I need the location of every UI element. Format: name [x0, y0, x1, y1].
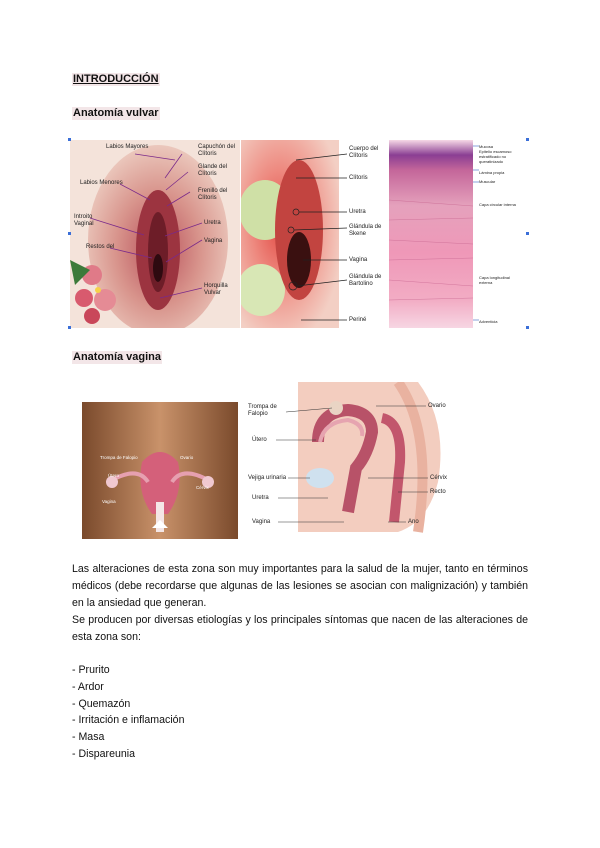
heading-anatomia-vagina: Anatomía vagina — [73, 351, 162, 363]
vulva-glands-image — [241, 140, 388, 328]
list-item: - Quemazón — [72, 697, 131, 710]
label-lamina: Lámina propia — [479, 170, 505, 175]
heading-anatomia-vulvar: Anatomía vulvar — [73, 107, 159, 119]
frontal-label-cervix: Cérvix — [196, 485, 209, 490]
label-vagina: Vagina — [204, 238, 223, 244]
label-restos: Restos del — [86, 244, 115, 250]
sagittal-label-cervix: Cérvix — [430, 475, 448, 481]
label-frenillo: Frenillo del Clítoris — [198, 188, 228, 201]
section-title-introduccion: INTRODUCCIÓN — [73, 73, 159, 85]
label-muscular: Muscular — [479, 179, 496, 184]
label-uretra-2: Uretra — [349, 209, 366, 215]
sagittal-section-image — [248, 382, 460, 534]
frontal-label-ovario: Ovario — [180, 455, 194, 460]
label-capa-circular: Capa circular interna — [479, 202, 516, 207]
sagittal-label-utero: Útero — [252, 437, 267, 443]
label-capa-longitudinal: Capa longitudinal externa — [479, 275, 510, 285]
sagittal-label-ovario: Ovario — [428, 403, 446, 409]
paragraph-etiologias: Se producen por diversas etiologías y los principales síntomas que nacen de las alteraciones de esta zona son: — [72, 614, 528, 643]
sagittal-label-recto: Recto — [430, 489, 446, 495]
label-uretra: Uretra — [204, 220, 221, 226]
frontal-illustration — [82, 402, 238, 539]
label-glande: Glande del Clítoris — [198, 164, 228, 177]
label-labios-menores: Labios Menores — [80, 180, 123, 186]
vulva-labeled-image — [70, 140, 240, 328]
selection-handle[interactable] — [68, 138, 71, 141]
selection-handle[interactable] — [526, 138, 529, 141]
list-item: - Dispareunia — [72, 747, 136, 760]
list-item: - Irritación e inflamación — [72, 714, 185, 727]
frontal-anatomy-image — [82, 402, 238, 539]
list-item: - Ardor — [72, 680, 104, 693]
symptom-list — [72, 662, 184, 763]
vulvar-anatomy-figure — [70, 140, 528, 328]
sagittal-label-ano: Ano — [408, 519, 419, 525]
sagittal-label-trompa: Trompa de Falopio — [248, 404, 277, 417]
label-perineo: Periné — [349, 317, 367, 323]
label-skene: Glándula de Skene — [349, 224, 382, 237]
label-bartolino: Glándula de Bartolino — [349, 274, 382, 287]
label-clitoris: Clítoris — [349, 175, 368, 181]
selection-handle[interactable] — [68, 232, 71, 235]
paragraph-importancia: Las alteraciones de esta zona son muy importantes para la salud de la mujer, tanto en términos médicos (debe recordarse que algunas de las lesiones se asocian con malignización) y también en la ansiedad que generan. — [72, 563, 528, 609]
vagina-histology-image — [389, 140, 528, 328]
selection-handle[interactable] — [526, 232, 529, 235]
label-cuerpo-clitoris: Cuerpo del Clítoris — [349, 146, 379, 159]
list-item: - Prurito — [72, 664, 110, 676]
label-epitelio: Epitelio escamoso estratificado no queratinizado — [479, 149, 512, 164]
sagittal-label-uretra: Uretra — [252, 495, 269, 501]
selection-handle[interactable] — [68, 326, 71, 329]
label-introito: Introito Vaginal — [74, 214, 94, 227]
histology-illustration — [389, 140, 473, 328]
frontal-label-trompa: Trompa de Falopio — [100, 455, 138, 460]
histology-bracket-lines — [473, 140, 481, 328]
selection-handle[interactable] — [526, 326, 529, 329]
label-vagina-2: Vagina — [349, 257, 368, 263]
sagittal-label-vejiga: Vejiga urinaria — [248, 475, 287, 481]
label-labios-mayores: Labios Mayores — [106, 144, 149, 150]
sagittal-label-vagina: Vagina — [252, 519, 271, 525]
frontal-label-utero: Útero — [108, 473, 120, 478]
list-item: - Masa — [72, 731, 105, 744]
label-adventicia: Adventicia — [479, 319, 498, 324]
label-mucosa: Mucosa — [479, 144, 494, 149]
label-capuchon: Capuchón del Clítoris — [198, 144, 236, 157]
label-horquilla: Horquilla Vulvar — [204, 283, 228, 296]
frontal-label-vagina: Vagina — [102, 499, 116, 504]
